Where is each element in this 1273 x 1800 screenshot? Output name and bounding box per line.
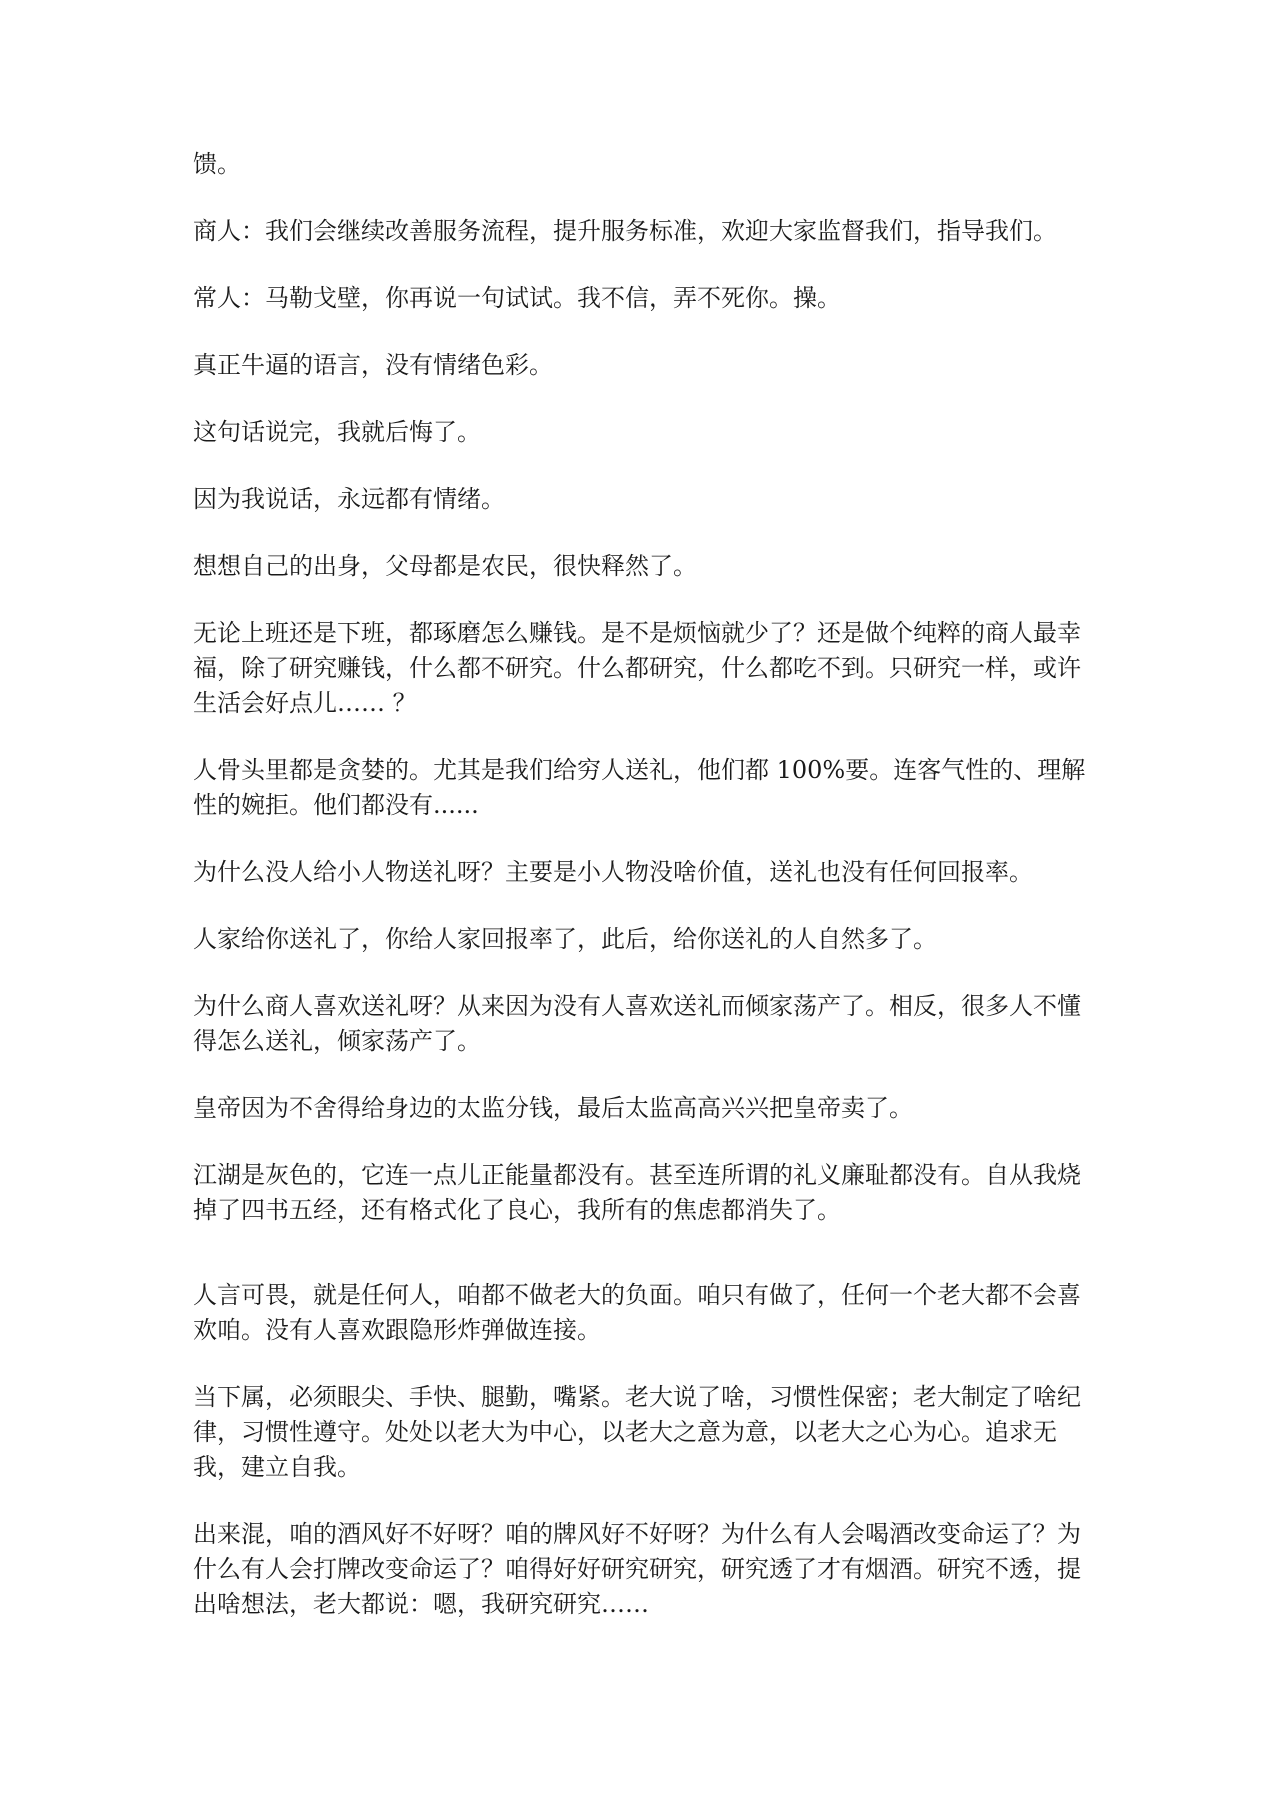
- paragraph: 商人：我们会继续改善服务流程，提升服务标准，欢迎大家监督我们，指导我们。: [193, 217, 1057, 245]
- paragraph: 为什么没人给小人物送礼呀？主要是小人物没啥价值，送礼也没有任何回报率。: [193, 858, 1033, 886]
- paragraph: 常人：马勒戈壁，你再说一句试试。我不信，弄不死你。操。: [193, 284, 841, 312]
- paragraph: 人言可畏，就是任何人，咱都不做老大的负面。咱只有做了，任何一个老大都不会喜欢咱。没有人喜欢跟隐形炸弹做连接。: [193, 1281, 1081, 1344]
- paragraph: 想想自己的出身，父母都是农民，很快释然了。: [193, 552, 697, 580]
- paragraph: 当下属，必须眼尖、手快、腿勤，嘴紧。老大说了啥，习惯性保密；老大制定了啥纪律，习惯性遵守。处处以老大为中心，以老大之意为意，以老大之心为心。追求无我，建立自我。: [193, 1383, 1081, 1481]
- paragraph: 真正牛逼的语言，没有情绪色彩。: [193, 351, 553, 379]
- paragraph: 这句话说完，我就后悔了。: [193, 418, 481, 446]
- paragraph: 无论上班还是下班，都琢磨怎么赚钱。是不是烦恼就少了？还是做个纯粹的商人最幸福，除了研究赚钱，什么都不研究。什么都研究，什么都吃不到。只研究一样，或许生活会好点儿…… ？: [193, 619, 1081, 717]
- document-body: [193, 147, 1093, 1654]
- paragraph: 人骨头里都是贪婪的。尤其是我们给穷人送礼，他们都 100%要。连客气性的、理解性的婉拒。他们都没有......: [193, 756, 1086, 819]
- paragraph: 江湖是灰色的，它连一点儿正能量都没有。甚至连所谓的礼义廉耻都没有。自从我烧掉了四书五经，还有格式化了良心，我所有的焦虑都消失了。: [193, 1161, 1081, 1224]
- paragraph: 因为我说话，永远都有情绪。: [193, 485, 505, 513]
- paragraph: 人家给你送礼了，你给人家回报率了，此后，给你送礼的人自然多了。: [193, 925, 937, 953]
- paragraph: 馈。: [193, 150, 241, 178]
- paragraph: 为什么商人喜欢送礼呀？从来因为没有人喜欢送礼而倾家荡产了。相反，很多人不懂得怎么送礼，倾家荡产了。: [193, 992, 1081, 1055]
- paragraph: 皇帝因为不舍得给身边的太监分钱，最后太监高高兴兴把皇帝卖了。: [193, 1094, 913, 1122]
- paragraph: 出来混，咱的酒风好不好呀？咱的牌风好不好呀？为什么有人会喝酒改变命运了？为什么有人会打牌改变命运了？咱得好好研究研究，研究透了才有烟酒。研究不透，提出啥想法，老大都说：嗯，我研究研究……: [193, 1520, 1081, 1618]
